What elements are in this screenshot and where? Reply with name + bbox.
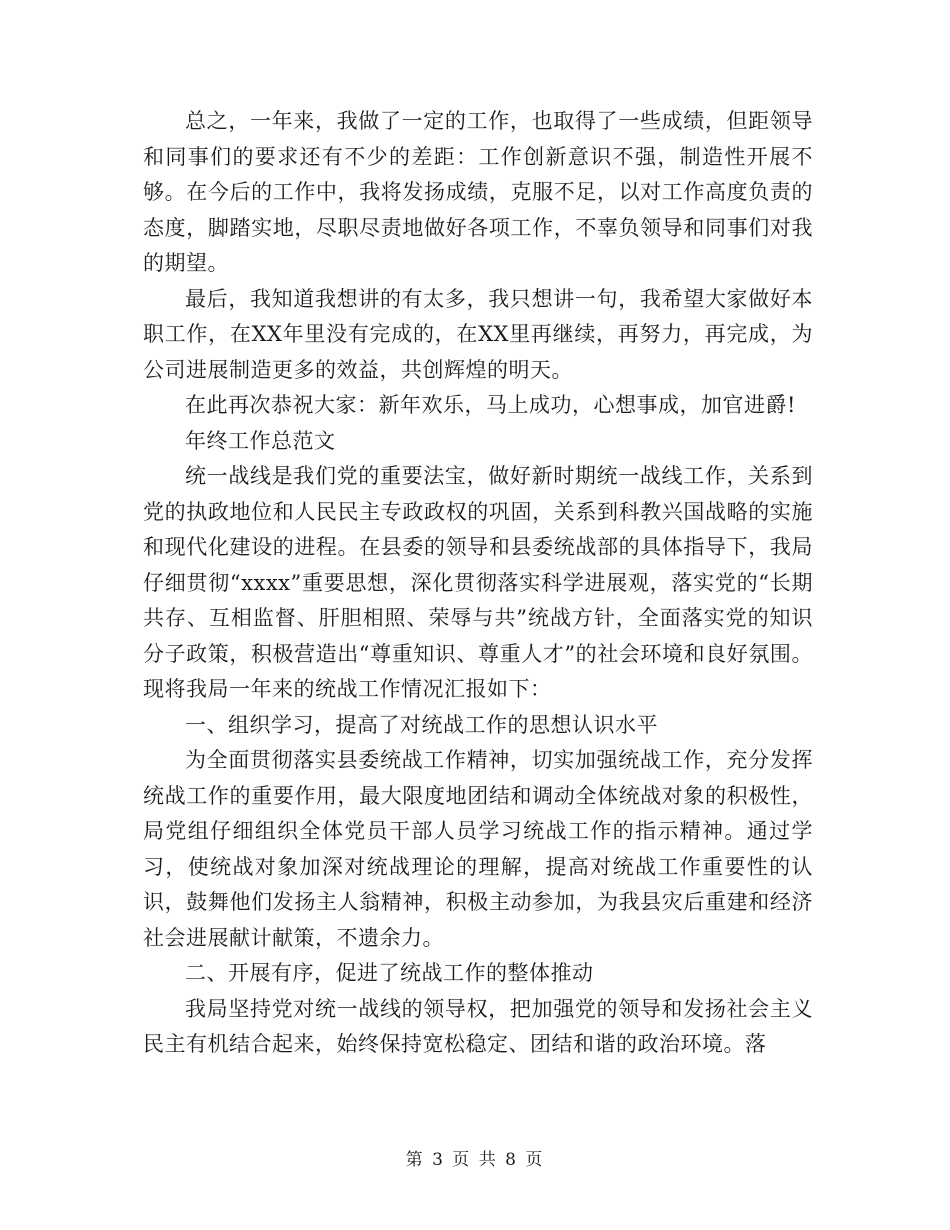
section-title: 年终工作总范文 <box>185 428 336 453</box>
document-body <box>143 104 813 1063</box>
page-number-footer: 第 3 页 共 8 页 <box>405 1150 545 1170</box>
paragraph-leadership: 我局坚持党对统一战线的领导权，把加强党的领导和发扬社会主义民主有机结合起来，始终保持宽松稳定、团结和谐的政治环境。落 <box>143 996 813 1056</box>
paragraph-closing: 最后，我知道我想讲的有太多，我只想讲一句，我希望大家做好本职工作，在XX年里没有完成的，在XX里再继续，再努力，再完成，为公司进展制造更多的效益，共创辉煌的明天。 <box>143 286 813 382</box>
heading-one: 一、组织学习，提高了对统战工作的思想认识水平 <box>185 712 658 737</box>
paragraph-intro: 统一战线是我们党的重要法宝，做好新时期统一战线工作，关系到党的执政地位和人民民主专政政权的巩固，关系到科教兴国战略的实施和现代化建设的进程。在县委的领导和县委统战部的具体指导下，我局仔细贯彻“xxxx”重要思想，深化贯彻落实科学进展观，落实党的“长期共存、互相监督、肝胆相照、荣辱与共”统战方针，全面落实党的知识分子政策，积极营造出“尊重知识、尊重人才”的社会环境和良好氛围。现将我局一年来的统战工作情况汇报如下： <box>143 464 813 701</box>
paragraph-greeting: 在此再次恭祝大家：新年欢乐，马上成功，心想事成，加官进爵! <box>185 393 796 417</box>
paragraph-study: 为全面贯彻落实县委统战工作精神，切实加强统战工作，充分发挥统战工作的重要作用，最大限度地团结和调动全体统战对象的积极性，局党组仔细组织全体党员干部人员学习统战工作的指示精神。通过学习，使统战对象加深对统战理论的理解，提高对统战工作重要性的认识，鼓舞他们发扬主人翁精神，积极主动参加，为我县灾后重建和经济社会进展献计献策，不遗余力。 <box>143 748 813 950</box>
paragraph-summary: 总之，一年来，我做了一定的工作，也取得了一些成绩，但距领导和同事们的要求还有不少的差距：工作创新意识不强，制造性开展不够。在今后的工作中，我将发扬成绩，克服不足，以对工作高度负责的态度，脚踏实地，尽职尽责地做好各项工作，不辜负领导和同事们对我的期望。 <box>143 109 813 275</box>
heading-two: 二、开展有序，促进了统战工作的整体推动 <box>185 961 594 985</box>
